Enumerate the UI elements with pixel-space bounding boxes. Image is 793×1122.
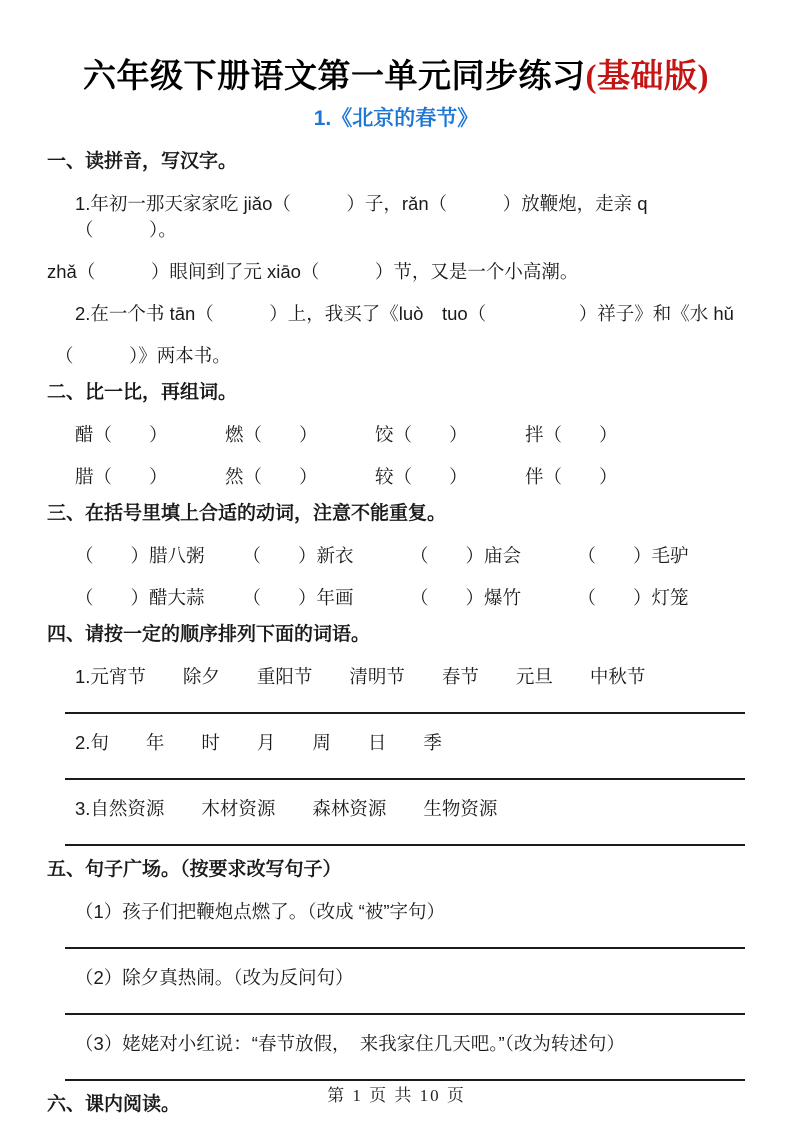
word-pair-cell: 伴（ ）: [525, 466, 618, 487]
verb-blank-cell: （ ）新衣: [242, 545, 354, 566]
section-1-line-2: zhǎ（ ）眼间到了元 xiāo（ ）节，又是一个小高潮。: [47, 261, 579, 282]
section-5-item-1: （1）孩子们把鞭炮点燃了。（改成 “被”字句）: [75, 901, 446, 922]
section-5-item-2: （2）除夕真热闹。（改为反问句）: [75, 967, 354, 988]
section-2-row-2: [47, 464, 745, 490]
section-1-heading: 一、读拼音，写汉字。: [47, 151, 238, 172]
section-4-heading: 四、请按一定的顺序排列下面的词语。: [47, 624, 371, 645]
page-title: [47, 54, 745, 99]
answer-blank-line: [65, 1057, 745, 1081]
section-1-line-4: （ ）》两本书。: [55, 345, 231, 366]
answer-blank-line: [65, 925, 745, 949]
answer-blank-line: [65, 756, 745, 780]
verb-blank-cell: （ ）醋大蒜: [75, 587, 205, 608]
verb-blank-cell: （ ）毛驴: [577, 545, 689, 566]
word-pair-cell: 较（ ）: [375, 466, 468, 487]
section-3-row-2: [47, 585, 745, 611]
section-5-heading: 五、句子广场。（按要求改写句子）: [47, 859, 342, 880]
verb-blank-cell: （ ）腊八粥: [75, 545, 205, 566]
title-main: 六年级下册语文第一单元同步练习: [83, 57, 586, 94]
word-pair-cell: 燃（ ）: [225, 424, 318, 445]
page-number-footer: 第 1 页 共 10 页: [327, 1086, 466, 1105]
word-pair-cell: 拌（ ）: [525, 424, 618, 445]
section-6-heading: 六、课内阅读。: [47, 1094, 181, 1115]
section-2-row-1: [47, 422, 745, 448]
section-4-item-2: 2.旬 年 时 月 周 日 季: [75, 732, 442, 753]
section-5-item-3: （3）姥姥对小红说：“春节放假， 来我家住几天吧。”（改为转述句）: [75, 1033, 625, 1054]
word-pair-cell: 饺（ ）: [375, 424, 468, 445]
word-pair-cell: 腊（ ）: [75, 466, 168, 487]
verb-blank-cell: （ ）庙会: [410, 545, 522, 566]
answer-blank-line: [65, 690, 745, 714]
word-pair-cell: 醋（ ）: [75, 424, 168, 445]
verb-blank-cell: （ ）年画: [242, 587, 354, 608]
word-pair-cell: 然（ ）: [225, 466, 318, 487]
section-3-row-1: [47, 543, 745, 569]
verb-blank-cell: （ ）灯笼: [577, 587, 689, 608]
title-edition: (基础版): [585, 59, 709, 95]
section-4-item-1: 1.元宵节 除夕 重阳节 清明节 春节 元旦 中秋节: [75, 666, 646, 687]
answer-blank-line: [65, 822, 745, 846]
section-4-item-3: 3.自然资源 木材资源 森林资源 生物资源: [75, 798, 498, 819]
section-3-heading: 三、在括号里填上合适的动词，注意不能重复。: [47, 503, 447, 524]
answer-blank-line: [65, 991, 745, 1015]
verb-blank-cell: （ ）爆竹: [410, 587, 522, 608]
lesson-subtitle: 1.《北京的春节》: [313, 107, 479, 130]
section-1-line-3: 2.在一个书 tān（ ）上，我买了《luò tuo（ ）祥子》和《水 hǔ: [75, 303, 734, 324]
section-2-heading: 二、比一比，再组词。: [47, 382, 238, 403]
section-1-line-1: 1.年初一那天家家吃 jiǎo（ ）子，rǎn（ ）放鞭炮，走亲 q（ ）。: [75, 193, 648, 240]
